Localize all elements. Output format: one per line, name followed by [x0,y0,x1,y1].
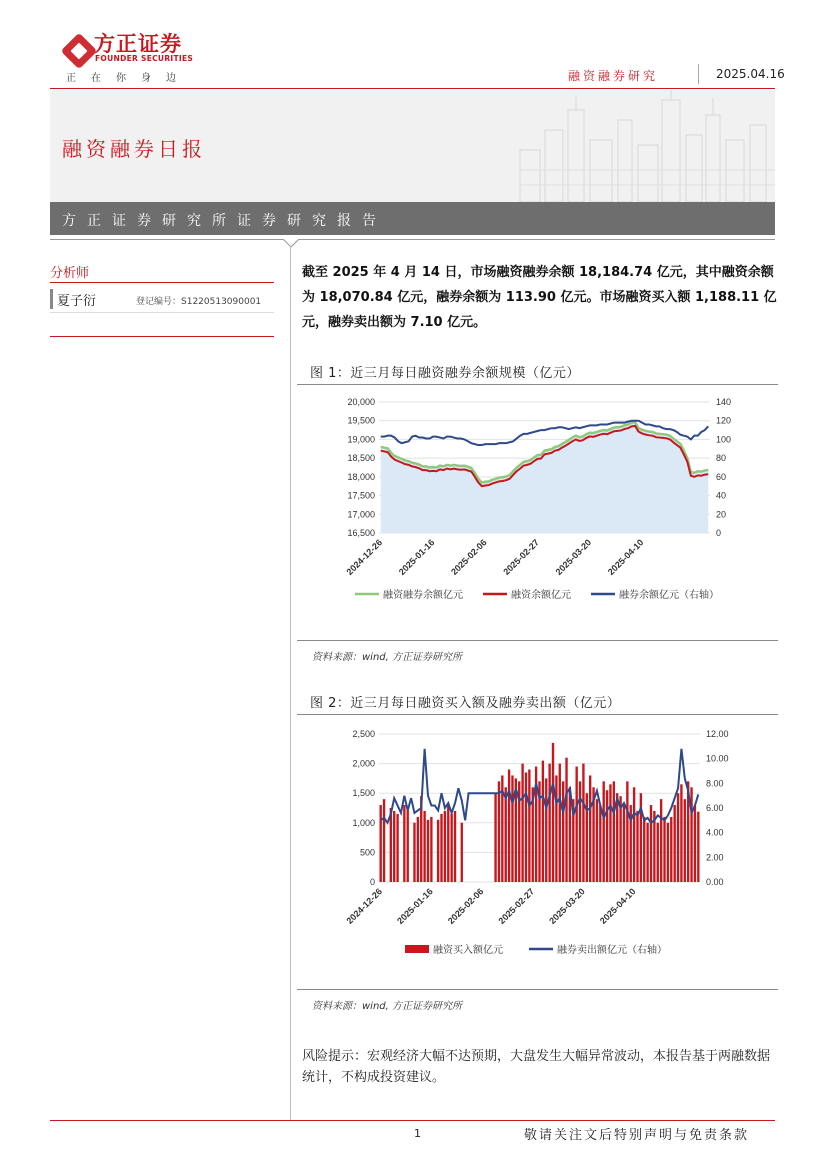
figure1-title: 图 1：近三月每日融资融券余额规模（亿元） [310,366,580,381]
analyst-rule-top [50,282,274,283]
buy-amount-bar [440,814,442,882]
y-right-tick-label: 4.00 [706,827,724,838]
y-left-tick-label: 18,000 [347,471,375,482]
buy-amount-bar [673,805,675,882]
buy-amount-bar [643,817,645,882]
buy-amount-bar [548,764,550,882]
figure1-source: 资料来源：wind, 方正证券研究所 [312,652,462,663]
report-subtitle: 方正证券研究所证券研究报告 [62,213,387,229]
x-tick-label: 2025-01-16 [396,537,437,577]
analyst-registration: 登记编号：S1220513090001 [136,297,262,307]
buy-amount-bar [427,820,429,882]
buy-amount-bar [393,811,395,882]
buy-amount-bar [603,781,605,882]
y-right-tick-label: 100 [716,434,732,445]
analyst-label: 分析师 [50,266,90,281]
x-tick-label: 2025-02-27 [496,886,537,926]
y-right-tick-label: 8.00 [706,778,724,789]
buy-amount-bar [559,764,561,882]
buy-amount-bar [636,811,638,882]
x-tick-label: 2025-02-06 [445,886,486,926]
buy-amount-bar [633,787,635,882]
buy-amount-bar [413,823,415,882]
analyst-rule-bottom [50,336,274,337]
y-left-tick-label: 17,500 [347,490,375,501]
figure1-chart [297,386,778,636]
x-tick-label: 2024-12-26 [344,886,385,926]
buy-amount-bar [521,764,523,882]
buy-amount-bar [508,770,510,882]
y-right-tick-label: 0 [716,528,722,538]
footer-rule [50,1120,775,1121]
figure2-top-rule [297,714,778,715]
brand-name-en: FOUNDER SECURITIES [95,54,194,63]
buy-amount-bar [660,799,662,882]
buy-amount-bar [650,805,652,882]
figure2-title: 图 2：近三月每日融资买入额及融券卖出额（亿元） [310,696,621,711]
buy-amount-bar [599,805,601,882]
buy-amount-bar [677,793,679,882]
legend-label: 融券卖出额亿元（右轴） [557,945,667,956]
buy-amount-bar [565,758,567,882]
buy-amount-bar [667,823,669,882]
buy-amount-bar [555,775,557,882]
buy-amount-bar [694,805,696,882]
y-right-tick-label: 0.00 [706,877,724,887]
buy-amount-bar [663,817,665,882]
header-rule [50,88,775,89]
figure2-bottom-rule [297,989,778,990]
buy-amount-bar [396,814,398,882]
buy-amount-bar [623,805,625,882]
report-title: 融资融券日报 [62,137,206,161]
buy-amount-bar [383,799,385,882]
buy-amount-bar [423,811,425,882]
buy-amount-bar [403,805,405,882]
y-left-tick-label: 18,500 [347,453,375,464]
banner-rule [50,239,775,240]
y-left-tick-label: 0 [369,877,375,887]
slogan: 正在你身边 [66,73,191,84]
buy-amount-bar [545,778,547,882]
buy-amount-bar [437,820,439,882]
buy-amount-bar [528,770,530,882]
y-right-tick-label: 140 [716,397,732,407]
y-left-tick-label: 17,000 [347,509,375,520]
y-left-tick-label: 20,000 [347,397,375,407]
column-divider [290,246,291,1120]
notch-marker [283,239,299,248]
buy-amount-bar [646,823,648,882]
figure2-source: 资料来源：wind, 方正证券研究所 [312,1001,462,1012]
x-tick-label: 2025-03-20 [553,537,594,577]
y-left-tick-label: 19,500 [347,415,375,426]
buy-amount-bar [390,808,392,882]
buy-amount-bar [407,808,409,882]
buy-amount-bar [613,781,615,882]
buy-amount-bar [380,805,382,882]
buy-amount-bar [461,823,463,882]
buy-amount-bar [596,799,598,882]
footer-disclaimer: 敬请关注文后特别声明与免责条款 [524,1128,750,1143]
buy-amount-bar [417,817,419,882]
x-tick-label: 2025-04-10 [605,537,646,577]
figure1-top-rule [297,384,778,385]
summary-paragraph: 截至 2025 年 4 月 14 日，市场融资融券余额 18,184.74 亿元，其中融资余额为 18,070.84 亿元，融券余额为 113.90 亿元。市场融资买入额 1,188.11 亿元，融券卖出额为 7.10 亿元。 [302,265,777,330]
risk-warning: 风险提示：宏观经济大幅不达预期，大盘发生大幅异常波动，本报告基于两融数据统计，不构成投资建议。 [302,1049,771,1085]
legend-label: 融资买入额亿元 [433,945,503,956]
report-date: 2025.04.16 [716,67,785,81]
legend-label: 融资融券余额亿元 [383,590,463,601]
buy-amount-bar [511,775,513,882]
x-tick-label: 2025-03-20 [547,886,587,926]
buy-amount-bar [505,787,507,882]
legend-swatch [405,945,429,953]
buy-amount-bar [450,814,452,882]
buy-amount-bar [680,784,682,882]
buy-amount-bar [606,790,608,882]
header-separator [698,64,699,84]
buy-amount-bar [697,812,699,882]
legend-label: 融券余额亿元（右轴） [619,590,719,601]
y-right-tick-label: 40 [716,490,727,501]
brand-name-cn: 方正证券 [94,32,182,56]
buy-amount-bar [444,811,446,882]
x-tick-label: 2025-04-10 [597,886,638,926]
y-left-tick-label: 2,000 [352,758,375,769]
buy-amount-bar [609,784,611,882]
y-left-tick-label: 500 [359,847,375,858]
y-right-tick-label: 60 [716,471,727,482]
buy-amount-bar [582,764,584,882]
y-right-tick-label: 120 [716,415,732,426]
buy-amount-bar [616,793,618,882]
x-tick-label: 2024-12-26 [344,537,385,577]
y-right-tick-label: 6.00 [706,803,724,813]
y-right-tick-label: 12.00 [706,729,729,739]
buy-amount-bar [494,793,496,882]
buy-amount-bar [626,781,628,882]
buy-amount-bar [575,767,577,882]
buy-amount-bar [684,799,686,882]
buy-amount-bar [589,775,591,882]
y-right-tick-label: 20 [716,509,727,520]
figure1-bottom-rule [297,640,778,641]
analyst-rule-mid [50,312,274,313]
analyst-marker [50,289,53,309]
y-right-tick-label: 10.00 [706,753,729,764]
y-left-tick-label: 19,000 [347,434,375,445]
figure2-chart [297,716,778,986]
y-right-tick-label: 2.00 [706,852,724,863]
y-right-tick-label: 80 [716,453,727,464]
buy-amount-bar [552,743,554,882]
buy-amount-bar [498,781,500,882]
report-type: 融资融券研究 [568,69,659,83]
y-left-tick-label: 2,500 [352,729,375,739]
buy-amount-bar [454,811,456,882]
y-left-tick-label: 16,500 [347,528,375,538]
y-left-tick-label: 1,000 [352,817,375,828]
buy-amount-bar [430,817,432,882]
buy-amount-bar [525,772,527,882]
x-tick-label: 2025-02-06 [449,537,489,577]
analyst-name: 夏子衍 [57,294,97,309]
buy-amount-bar [447,805,449,882]
buy-amount-bar [562,781,564,882]
legend-label: 融资余额亿元 [511,590,571,601]
page-number: 1 [414,1127,421,1140]
x-tick-label: 2025-02-27 [501,537,541,577]
y-left-tick-label: 1,500 [352,788,375,799]
buy-amount-bar [657,823,659,882]
x-tick-label: 2025-01-16 [395,886,435,926]
buy-amount-bar [670,817,672,882]
buy-amount-bar [542,761,544,882]
